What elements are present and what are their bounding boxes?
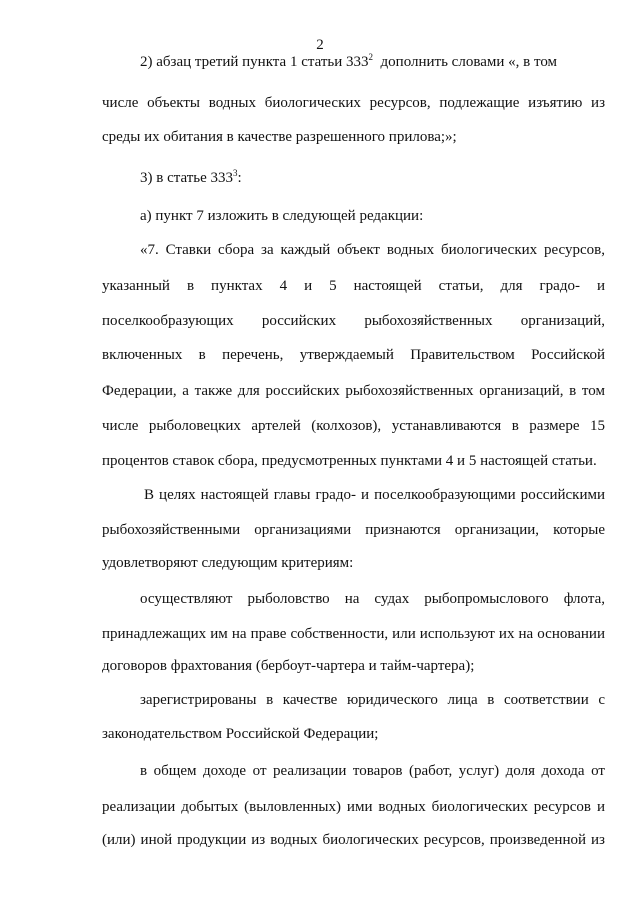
paragraph-line: удовлетворяют следующим критериям: [102, 555, 354, 571]
paragraph-line: числе объекты водных биологических ресурсов, подлежащие изъятию из [102, 95, 605, 111]
paragraph-line: реализации добытых (выловленных) ими водных биологических ресурсов и [102, 799, 605, 815]
paragraph-line [140, 168, 242, 188]
paragraph-line: а) пункт 7 изложить в следующей редакции: [140, 208, 424, 224]
superscript: 2 [368, 52, 374, 62]
paragraph-line: зарегистрированы в качестве юридического лица в соответствии с [140, 692, 605, 708]
paragraph-line: поселкообразующих российских рыбохозяйственных организаций, [102, 313, 605, 329]
paragraph-line: указанный в пунктах 4 и 5 настоящей статьи, для градо- и [102, 278, 605, 294]
line-text: дополнить словами «, в том [373, 54, 558, 70]
page-number: 2 [316, 37, 324, 53]
paragraph-line: Федерации, а также для российских рыбохозяйственных организаций, в том [102, 383, 605, 399]
paragraph-line: в общем доходе от реализации товаров (работ, услуг) доля дохода от [140, 763, 605, 779]
paragraph-line: включенных в перечень, утверждаемый Правительством Российской [102, 347, 605, 363]
line-text: : [237, 170, 242, 186]
paragraph-line: принадлежащих им на праве собственности, или используют их на основании [102, 626, 605, 642]
paragraph-line: законодательством Российской Федерации; [102, 726, 379, 742]
line-text: 3) в статье 333 [140, 170, 234, 186]
paragraph-line: (или) иной продукции из водных биологических ресурсов, произведенной из [102, 832, 605, 848]
paragraph-line: среды их обитания в качестве разрешенного прилова;»; [102, 129, 457, 145]
line-text: 2) абзац третий пункта 1 статьи 333 [140, 54, 369, 70]
paragraph-line [140, 52, 557, 72]
paragraph-line: рыбохозяйственными организациями признаются организации, которые [102, 522, 605, 538]
paragraph-line: В целях настоящей главы градо- и поселкообразующими российскими [144, 487, 605, 503]
paragraph-line: осуществляют рыболовство на судах рыбопромыслового флота, [140, 591, 605, 607]
paragraph-line: процентов ставок сбора, предусмотренных пунктами 4 и 5 настоящей статьи. [102, 453, 597, 469]
paragraph-line: «7. Ставки сбора за каждый объект водных биологических ресурсов, [140, 242, 605, 258]
superscript: 3 [233, 168, 238, 178]
paragraph-line: числе рыболовецких артелей (колхозов), устанавливаются в размере 15 [102, 418, 605, 434]
paragraph-line: договоров фрахтования (бербоут-чартера и тайм-чартера); [102, 658, 475, 674]
